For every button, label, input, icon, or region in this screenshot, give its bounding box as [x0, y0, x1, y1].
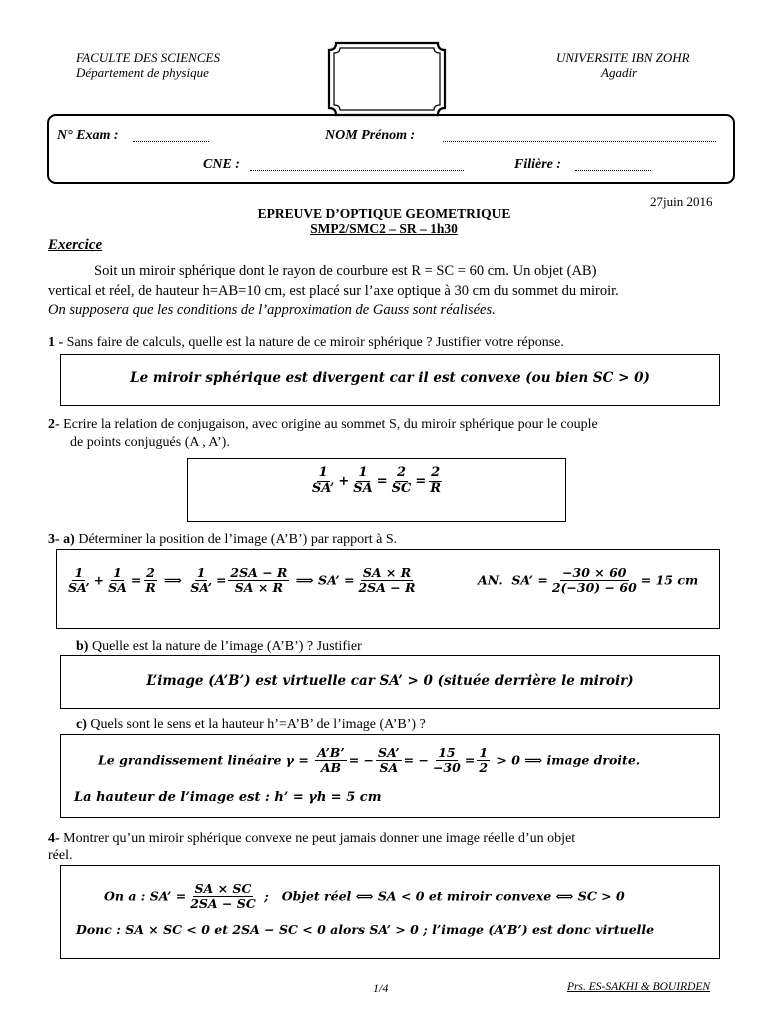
identification-box	[47, 114, 735, 184]
proof-line-1-prefix: On a :	[104, 888, 146, 904]
numerical-application: AN. SA’ = $\frac{-30 \times 60}{2(-30) - 60}$ = 15 cm	[478, 565, 699, 596]
question-1	[48, 334, 564, 352]
proof-line-2: Donc : SA × SC < 0 et 2SA − SC < 0 alors SA’ > 0 ; l’image (A’B’) est donc virtuelle	[76, 922, 655, 937]
question-3b-letter: b)	[76, 639, 89, 654]
question-2-text-1: Ecrire la relation de conjugaison, avec origine au sommet S, du miroir sphérique pour le couple	[63, 417, 598, 432]
question-2-number: 2-	[48, 417, 60, 432]
city-name: Agadir	[601, 65, 638, 80]
cne-label: CNE :	[203, 157, 240, 172]
question-2	[48, 416, 598, 434]
authors: Prs. ES-SAKHI & BOUIRDEN	[567, 981, 711, 993]
intro-line-3: On supposera que les conditions de l’approximation de Gauss sont réalisées.	[48, 302, 496, 318]
answer-4-box	[60, 865, 720, 959]
question-3c-text: Quels sont le sens et la hauteur h’=A’B’ de l’image (A’B’) ?	[90, 717, 426, 732]
question-1-number: 1 -	[48, 335, 64, 350]
image-position-derivation: $\frac{1}{SA’}$ + $\frac{1}{SA}$ = $\frac{2}{R}$ ⟹ $\frac{1}{SA’}$ = $\frac{2SA - R}{SA \times R}$ ⟹ SA’ = $\frac{SA \times R}{2SA - R}$	[68, 565, 416, 596]
answer-1-text: Le miroir sphérique est divergent car il est convexe (ou bien SC > 0)	[130, 370, 650, 386]
exercise-heading: Exercice	[48, 237, 103, 253]
exam-number-label: N° Exam :	[57, 128, 119, 143]
question-3a-text: Déterminer la position de l’image (A’B’) par rapport à S.	[78, 532, 398, 547]
name-label: NOM Prénom :	[325, 128, 416, 143]
question-3a	[48, 531, 397, 549]
question-3b-text: Quelle est la nature de l’image (A’B’) ? Justifier	[91, 639, 362, 654]
answer-3b-text: L’image (A’B’) est virtuelle car SA’ > 0 (située derrière le miroir)	[146, 673, 634, 689]
image-height-line: La hauteur de l’image est : h’ = γh = 5 cm	[74, 790, 382, 805]
faculty-name: FACULTE DES SCIENCES	[76, 50, 220, 65]
magnification-conclusion: > 0 ⟹ image droite.	[496, 752, 641, 768]
question-4-text-2: réel.	[48, 848, 73, 863]
question-3a-letter: a)	[63, 532, 75, 547]
question-3b	[76, 638, 362, 656]
exam-subtitle: SMP2/SMC2 – SR – 1h30	[310, 221, 458, 236]
question-1-text: Sans faire de calculs, quelle est la nature de ce miroir sphérique ? Justifier votre réponse.	[66, 335, 564, 350]
proof-line-1: On a : SA’ = $\frac{SA \times SC}{2SA - SC}$ ; Objet réel ⟺ SA < 0 et miroir convexe ⟺ SC > 0	[104, 881, 625, 912]
image-position-result: 15 cm	[655, 572, 699, 588]
magnification-label: Le grandissement linéaire γ =	[98, 752, 309, 768]
university-name: UNIVERSITE IBN ZOHR	[556, 50, 690, 65]
conjugation-formula: $\frac{1}{SA’}$ + $\frac{1}{SA}$ = $\frac{2}{SC}$ = $\frac{2}{R}$	[311, 465, 442, 496]
question-4-number: 4-	[48, 831, 60, 846]
stamp-frame	[326, 40, 448, 118]
magnification-line: Le grandissement linéaire γ = $\frac{A’B’}{AB}$ = − $\frac{SA’}{SA}$ = − $\frac{15}{-30}$ = $\frac{1}{2}$ > 0 ⟹ image droite.	[98, 745, 641, 776]
question-2-text-2: de points conjugués (A , A’).	[70, 435, 230, 450]
page-number: 1/4	[373, 981, 389, 995]
name-field[interactable]	[443, 141, 716, 142]
question-3c-letter: c)	[76, 717, 87, 732]
question-4	[48, 830, 575, 848]
exam-title: EPREUVE D’OPTIQUE GEOMETRIQUE	[257, 206, 511, 221]
question-3c	[76, 716, 426, 734]
intro-line-2: vertical et réel, de hauteur h=AB=10 cm, est placé sur l’axe optique à 30 cm du sommet du miroir.	[48, 283, 619, 299]
filiere-field[interactable]	[575, 170, 651, 171]
question-3-number: 3-	[48, 532, 60, 547]
intro-line-1: Soit un miroir sphérique dont le rayon de courbure est R = SC = 60 cm. Un objet (AB)	[94, 263, 597, 279]
department-name: Département de physique	[76, 65, 209, 80]
question-4-text-1: Montrer qu’un miroir sphérique convexe ne peut jamais donner une image réelle d’un objet	[63, 831, 576, 846]
an-label: AN.	[478, 572, 503, 588]
exam-number-field[interactable]	[133, 141, 209, 142]
exam-date: 27juin 2016	[650, 194, 713, 209]
cne-field[interactable]	[250, 170, 464, 171]
filiere-label: Filière :	[514, 157, 562, 172]
proof-line-1-conditions: Objet réel ⟺ SA < 0 et miroir convexe ⟺ SC > 0	[281, 888, 625, 904]
